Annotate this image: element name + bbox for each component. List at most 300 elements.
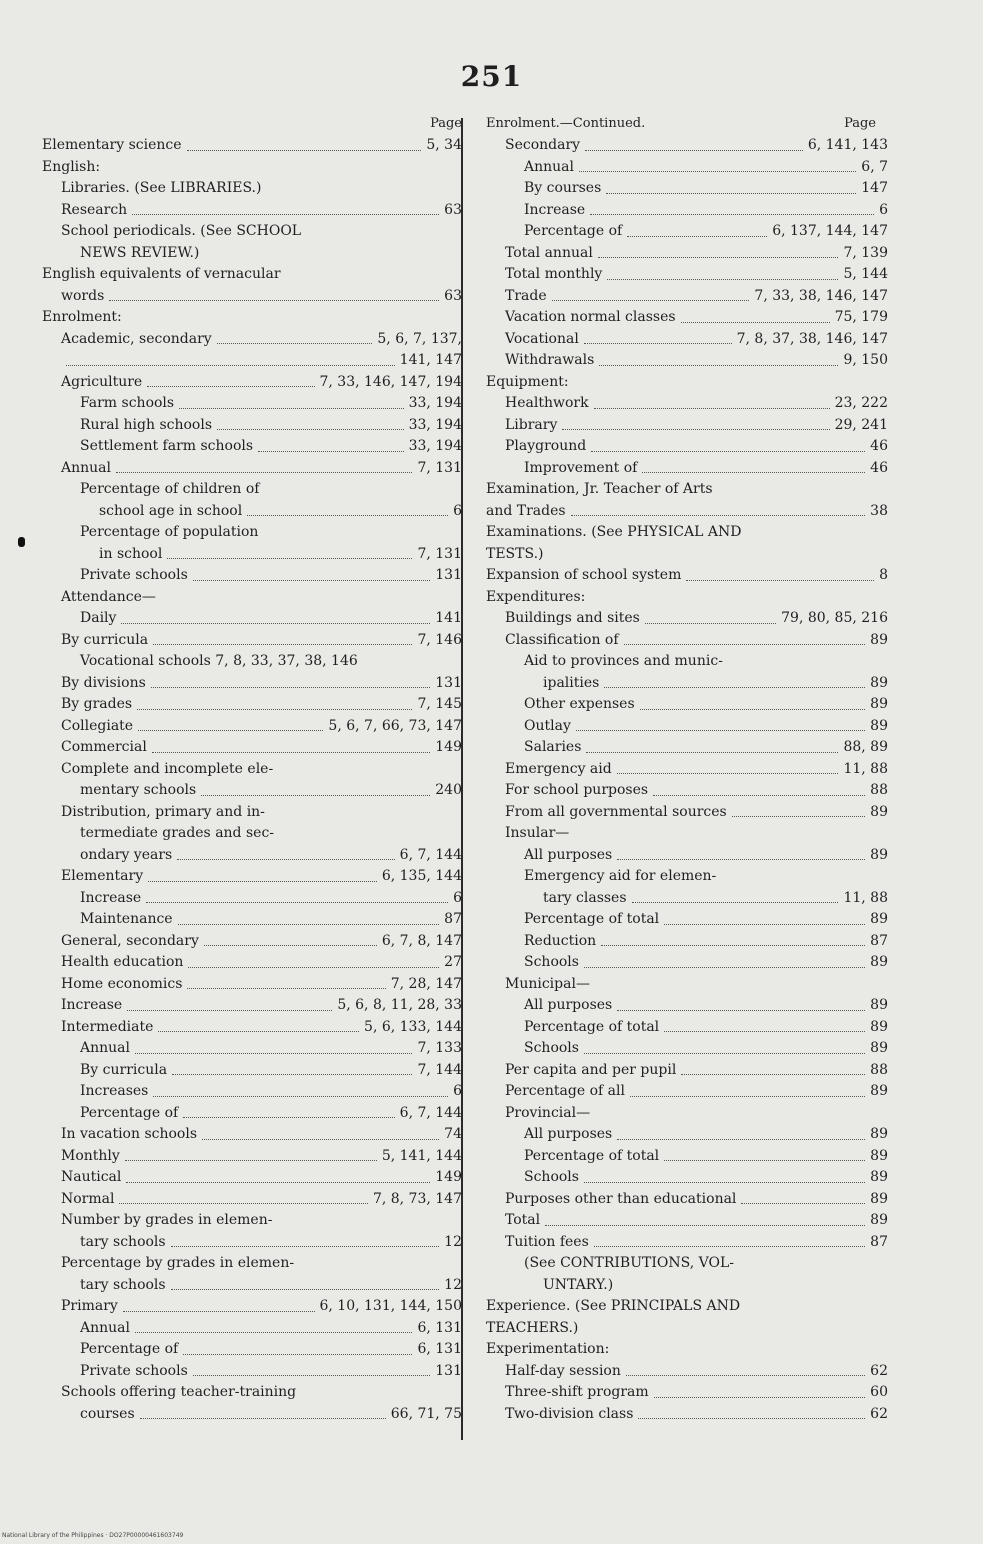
entry-term: in school — [99, 545, 163, 562]
leader-dots — [140, 1418, 386, 1419]
right-index-entries — [486, 135, 888, 1425]
entry-term: English equivalents of vernacular — [42, 266, 281, 282]
entry-term: Collegiate — [61, 717, 134, 734]
index-entry — [486, 1060, 888, 1082]
entry-term: Intermediate — [61, 1018, 154, 1035]
leader-dots — [599, 365, 838, 366]
entry-term: mentary schools — [80, 782, 197, 798]
entry-term: Elementary — [61, 868, 144, 884]
entry-term: Provincial— — [505, 1104, 591, 1121]
leader-dots — [598, 257, 839, 258]
leader-dots — [640, 709, 866, 710]
leader-dots — [617, 1139, 865, 1140]
index-entry — [42, 845, 462, 867]
leader-dots — [585, 150, 803, 151]
leader-dots — [109, 300, 439, 301]
index-entry — [486, 931, 888, 953]
index-entry — [486, 673, 888, 695]
index-entry — [42, 1103, 462, 1125]
page-reference: 89 — [870, 696, 888, 712]
leader-dots — [594, 408, 830, 409]
entry-term: Improvement of — [524, 459, 638, 476]
leader-dots — [158, 1031, 359, 1032]
page-reference: 7, 131 — [417, 545, 462, 562]
entry-term: Tuition fees — [505, 1233, 589, 1250]
entry-term: Increase — [524, 201, 586, 218]
leader-dots — [171, 1246, 440, 1247]
left-index-entries — [42, 135, 462, 1425]
index-entry — [42, 1318, 462, 1340]
entry-term: Research — [61, 201, 128, 218]
index-entry — [486, 1275, 888, 1297]
index-entry — [42, 823, 462, 845]
leader-dots — [193, 580, 430, 581]
index-entry — [486, 286, 888, 308]
index-entry — [42, 866, 462, 888]
footer-caption: National Library of the Philippines · DO27P00000461603749 — [2, 1532, 184, 1539]
index-entry — [486, 974, 888, 996]
entry-term: Schools — [524, 1169, 579, 1185]
entry-term: Schools — [524, 954, 579, 970]
index-entry — [486, 694, 888, 716]
page-reference: 11, 88 — [843, 760, 888, 777]
leader-dots — [653, 795, 865, 796]
index-entry — [42, 307, 462, 329]
page-reference: 89 — [870, 631, 888, 648]
index-entry — [486, 909, 888, 931]
entry-term: English: — [42, 158, 101, 175]
entry-term: By curricula — [80, 1061, 168, 1078]
leader-dots — [217, 429, 404, 430]
page-reference: 6 — [453, 889, 462, 906]
entry-term: All purposes — [524, 846, 613, 863]
leader-dots — [167, 558, 412, 559]
index-entry — [42, 436, 462, 458]
index-entry — [486, 178, 888, 200]
index-entry — [486, 651, 888, 673]
index-entry — [42, 243, 462, 265]
entry-term: Home economics — [61, 975, 183, 992]
leader-dots — [146, 902, 448, 903]
index-entry — [486, 802, 888, 824]
entry-term: tary classes — [543, 889, 627, 906]
leader-dots — [188, 967, 439, 968]
leader-dots — [664, 1031, 865, 1032]
page-reference: 5, 6, 7, 66, 73, 147 — [328, 717, 462, 734]
entry-term: Percentage of children of — [80, 481, 260, 497]
page-reference: 6, 10, 131, 144, 150 — [319, 1298, 462, 1314]
page-reference: 89 — [870, 911, 888, 927]
page-reference: 7, 139 — [843, 244, 888, 261]
entry-term: By curricula — [61, 631, 149, 648]
page-reference: 87 — [870, 932, 888, 949]
leader-dots — [617, 773, 839, 774]
leader-dots — [591, 451, 865, 452]
index-entry — [486, 823, 888, 845]
leader-dots — [121, 623, 430, 624]
entry-term: Private schools — [80, 567, 188, 583]
index-entry — [486, 1382, 888, 1404]
entry-term: Elementary science — [42, 137, 182, 153]
index-entry — [486, 1339, 888, 1361]
margin-mark — [18, 537, 25, 547]
page-reference: 7, 33, 38, 146, 147 — [754, 287, 888, 304]
leader-dots — [606, 193, 856, 194]
page-reference: 9, 150 — [843, 352, 888, 368]
page-reference: 88 — [870, 782, 888, 798]
index-entry — [42, 651, 462, 673]
index-entry — [42, 135, 462, 157]
index-entry — [42, 802, 462, 824]
leader-dots — [624, 644, 866, 645]
page-reference: 75, 179 — [834, 309, 888, 325]
leader-dots — [135, 1332, 412, 1333]
entry-term: Annual — [80, 1319, 130, 1336]
entry-term: Increases — [80, 1083, 149, 1099]
page-reference: 89 — [870, 1018, 888, 1035]
index-entry — [486, 1038, 888, 1060]
entry-term: Percentage of all — [505, 1083, 625, 1099]
page-reference: 6, 7, 144 — [399, 846, 462, 863]
page-reference: 141, 147 — [399, 352, 462, 368]
entry-term: All purposes — [524, 997, 613, 1013]
page-reference: 6 — [879, 201, 888, 218]
entry-term: UNTARY.) — [543, 1276, 614, 1293]
leader-dots — [571, 515, 866, 516]
index-entry — [42, 350, 462, 372]
page-reference: 87 — [870, 1233, 888, 1250]
leader-dots — [178, 924, 440, 925]
index-entry — [486, 888, 888, 910]
entry-term: Complete and incomplete ele- — [61, 760, 274, 777]
leader-dots — [607, 279, 838, 280]
page-reference: 131 — [435, 674, 462, 691]
page-reference: 23, 222 — [834, 395, 888, 411]
page-reference: 33, 194 — [408, 416, 462, 433]
leader-dots — [187, 988, 385, 989]
leader-dots — [584, 967, 865, 968]
leader-dots — [187, 150, 422, 151]
index-entry — [42, 522, 462, 544]
page-reference: 89 — [870, 1212, 888, 1228]
entry-term: Libraries. (See LIBRARIES.) — [61, 180, 262, 196]
entry-term: TESTS.) — [486, 545, 544, 562]
index-entry — [42, 1339, 462, 1361]
index-entry — [42, 1253, 462, 1275]
page-reference: 6, 7, 8, 147 — [381, 932, 462, 949]
entry-term: Trade — [505, 287, 547, 304]
leader-dots — [258, 451, 404, 452]
page-reference: 88 — [870, 1061, 888, 1078]
entry-term: tary schools — [80, 1276, 166, 1293]
entry-term: Percentage of — [524, 223, 623, 239]
leader-dots — [601, 945, 865, 946]
index-entry — [486, 1103, 888, 1125]
index-entry — [486, 995, 888, 1017]
continued-heading: Enrolment.—Continued. — [486, 116, 646, 131]
index-entry — [486, 157, 888, 179]
index-entry — [42, 1189, 462, 1211]
entry-term: By divisions — [61, 674, 146, 691]
leader-dots — [645, 623, 776, 624]
index-entry — [42, 264, 462, 286]
index-entry — [486, 565, 888, 587]
page-reference: 6, 7 — [861, 158, 888, 175]
index-entry — [42, 888, 462, 910]
page-reference: 89 — [870, 997, 888, 1013]
index-entry — [42, 393, 462, 415]
index-entry — [42, 479, 462, 501]
index-entry — [486, 1210, 888, 1232]
entry-term: Annual — [524, 158, 574, 175]
index-entry — [486, 845, 888, 867]
entry-term: Library — [505, 416, 558, 433]
entry-term: Equipment: — [486, 373, 569, 390]
page-reference: 60 — [870, 1384, 888, 1400]
index-entry — [486, 716, 888, 738]
leader-dots — [247, 515, 448, 516]
page-reference: 46 — [870, 438, 888, 454]
index-entry — [42, 608, 462, 630]
entry-term: Private schools — [80, 1362, 188, 1379]
page-reference: 66, 71, 75 — [390, 1405, 462, 1422]
page-reference: 131 — [435, 1362, 462, 1379]
entry-term: School periodicals. (See SCHOOL — [61, 223, 302, 239]
page-reference: 87 — [444, 911, 462, 927]
leader-dots — [681, 1074, 865, 1075]
index-entry — [486, 264, 888, 286]
index-entry — [42, 716, 462, 738]
index-entry — [42, 1296, 462, 1318]
page-reference: 6, 137, 144, 147 — [772, 223, 888, 239]
page-reference: 6, 135, 144 — [381, 868, 462, 884]
entry-term: Percentage of total — [524, 1147, 660, 1164]
index-entry — [486, 952, 888, 974]
index-entry — [486, 1404, 888, 1426]
index-entry — [42, 565, 462, 587]
entry-term: Percentage of total — [524, 911, 660, 927]
index-entry — [42, 415, 462, 437]
index-entry — [42, 630, 462, 652]
right-column — [486, 115, 888, 1425]
page-reference: 7, 131 — [417, 459, 462, 476]
page-reference: 149 — [435, 1169, 462, 1185]
index-entry — [486, 1081, 888, 1103]
index-entry — [42, 780, 462, 802]
entry-term: Settlement farm schools — [80, 438, 254, 454]
leader-dots — [147, 386, 314, 387]
leader-dots — [126, 1182, 430, 1183]
entry-term: From all governmental sources — [505, 803, 727, 820]
leader-dots — [638, 1418, 865, 1419]
leader-dots — [171, 1289, 440, 1290]
entry-term: Schools offering teacher-training — [61, 1384, 297, 1400]
entry-term: Distribution, primary and in- — [61, 803, 265, 820]
entry-term: Health education — [61, 954, 184, 970]
entry-term: General, secondary — [61, 932, 199, 949]
entry-term: Purposes other than educational — [505, 1190, 737, 1207]
entry-term: Expenditures: — [486, 588, 586, 605]
entry-term: Vacation normal classes — [505, 309, 676, 325]
page-reference: 141 — [435, 610, 462, 626]
leader-dots — [562, 429, 829, 430]
index-entry — [42, 1017, 462, 1039]
page-reference: 5, 6, 8, 11, 28, 33 — [337, 997, 462, 1013]
entry-term: Increase — [61, 997, 123, 1013]
entry-term: words — [61, 287, 105, 304]
index-entry — [42, 178, 462, 200]
page-reference: 7, 8, 73, 147 — [372, 1190, 462, 1207]
index-entry — [486, 243, 888, 265]
leader-dots — [584, 1053, 865, 1054]
index-entry — [486, 737, 888, 759]
entry-term: Maintenance — [80, 911, 173, 927]
entry-term: Percentage of — [80, 1341, 179, 1357]
index-entry — [486, 1296, 888, 1318]
index-entry — [486, 393, 888, 415]
entry-term: For school purposes — [505, 782, 649, 798]
entry-term: Commercial — [61, 739, 147, 755]
entry-term: Expansion of school system — [486, 567, 682, 583]
leader-dots — [183, 1354, 412, 1355]
index-entry — [42, 1382, 462, 1404]
page-reference: 7, 133 — [417, 1040, 462, 1056]
page-reference: 6, 131 — [417, 1341, 462, 1357]
leader-dots — [664, 1160, 865, 1161]
index-entry — [486, 1253, 888, 1275]
page-reference: 88, 89 — [843, 739, 888, 755]
index-entry — [486, 544, 888, 566]
page-reference: 89 — [870, 1083, 888, 1099]
page-reference: 89 — [870, 1126, 888, 1142]
index-entry — [486, 759, 888, 781]
entry-term: In vacation schools — [61, 1126, 198, 1142]
leader-dots — [590, 214, 874, 215]
page-reference: 11, 88 — [843, 889, 888, 906]
index-entry — [42, 372, 462, 394]
page-reference: 89 — [870, 674, 888, 691]
index-entry — [486, 350, 888, 372]
index-entry — [42, 952, 462, 974]
page-reference: 7, 28, 147 — [390, 975, 462, 992]
entry-term: Nautical — [61, 1169, 122, 1185]
index-entry — [42, 1038, 462, 1060]
index-entry — [486, 1189, 888, 1211]
index-entry — [486, 1232, 888, 1254]
leader-dots — [152, 752, 430, 753]
page-reference: 89 — [870, 717, 888, 734]
entry-term: Per capita and per pupil — [505, 1061, 677, 1078]
page-reference: 6 — [453, 502, 462, 519]
page-reference: 89 — [870, 1147, 888, 1164]
page-reference: 12 — [444, 1276, 462, 1293]
leader-dots — [545, 1225, 865, 1226]
index-entry — [42, 1081, 462, 1103]
page-reference: 33, 194 — [408, 395, 462, 411]
page-reference: 7, 144 — [417, 1061, 462, 1078]
index-entry — [486, 415, 888, 437]
entry-term: Daily — [80, 610, 117, 626]
entry-term: Emergency aid — [505, 760, 612, 777]
index-entry — [486, 1146, 888, 1168]
page-reference: 5, 6, 7, 137, — [377, 330, 462, 347]
entry-term: Outlay — [524, 717, 571, 734]
entry-term: Enrolment: — [42, 309, 122, 325]
page-number: 251 — [460, 60, 523, 93]
index-entry — [42, 587, 462, 609]
index-entry — [486, 1361, 888, 1383]
entry-term: Two-division class — [505, 1405, 634, 1422]
entry-term: Vocational schools 7, 8, 33, 37, 38, 146 — [80, 653, 358, 669]
index-entry — [486, 221, 888, 243]
page-reference: 6, 141, 143 — [807, 137, 888, 153]
leader-dots — [172, 1074, 412, 1075]
leader-dots — [654, 1397, 866, 1398]
leader-dots — [627, 236, 767, 237]
leader-dots — [741, 1203, 865, 1204]
page-reference: 149 — [435, 739, 462, 755]
entry-term: Agriculture — [61, 373, 143, 390]
index-entry — [486, 630, 888, 652]
entry-term: Total monthly — [505, 266, 603, 282]
page-reference: 89 — [870, 1040, 888, 1056]
leader-dots — [630, 1096, 865, 1097]
page-reference: 5, 6, 133, 144 — [364, 1018, 462, 1035]
entry-term: Percentage of population — [80, 524, 259, 540]
page-reference: 7, 146 — [417, 631, 462, 648]
page-reference: 89 — [870, 954, 888, 970]
index-entry — [486, 780, 888, 802]
leader-dots — [183, 1117, 394, 1118]
index-entry — [42, 1124, 462, 1146]
leader-dots — [202, 1139, 439, 1140]
entry-term: Emergency aid for elemen- — [524, 868, 717, 884]
entry-term: Normal — [61, 1190, 115, 1207]
index-entry — [42, 544, 462, 566]
entry-term: Examinations. (See PHYSICAL AND — [486, 524, 742, 540]
leader-dots — [604, 687, 865, 688]
entry-term: Withdrawals — [505, 352, 595, 368]
entry-term: Three-shift program — [505, 1384, 649, 1400]
leader-dots — [177, 859, 394, 860]
entry-term: Total annual — [505, 244, 593, 261]
entry-term: All purposes — [524, 1126, 613, 1142]
entry-term: Experience. (See PRINCIPALS AND — [486, 1298, 741, 1314]
index-entry — [486, 1017, 888, 1039]
entry-term: Other expenses — [524, 696, 635, 712]
entry-term: termediate grades and sec- — [80, 825, 275, 841]
entry-term: Percentage of total — [524, 1018, 660, 1035]
index-entry — [42, 221, 462, 243]
page-reference: 62 — [870, 1405, 888, 1422]
index-entry — [42, 974, 462, 996]
entry-term: Monthly — [61, 1147, 120, 1164]
entry-term: Experimentation: — [486, 1341, 610, 1357]
index-entry — [42, 1361, 462, 1383]
page-reference: 6 — [453, 1083, 462, 1099]
leader-dots — [552, 300, 750, 301]
leader-dots — [127, 1010, 332, 1011]
leader-dots — [119, 1203, 367, 1204]
leader-dots — [179, 408, 403, 409]
leader-dots — [66, 365, 395, 366]
index-entry — [42, 1210, 462, 1232]
index-entry — [42, 995, 462, 1017]
index-entry — [486, 1124, 888, 1146]
index-entry — [42, 1275, 462, 1297]
entry-term: Healthwork — [505, 395, 589, 411]
entry-term: Percentage of — [80, 1104, 179, 1121]
